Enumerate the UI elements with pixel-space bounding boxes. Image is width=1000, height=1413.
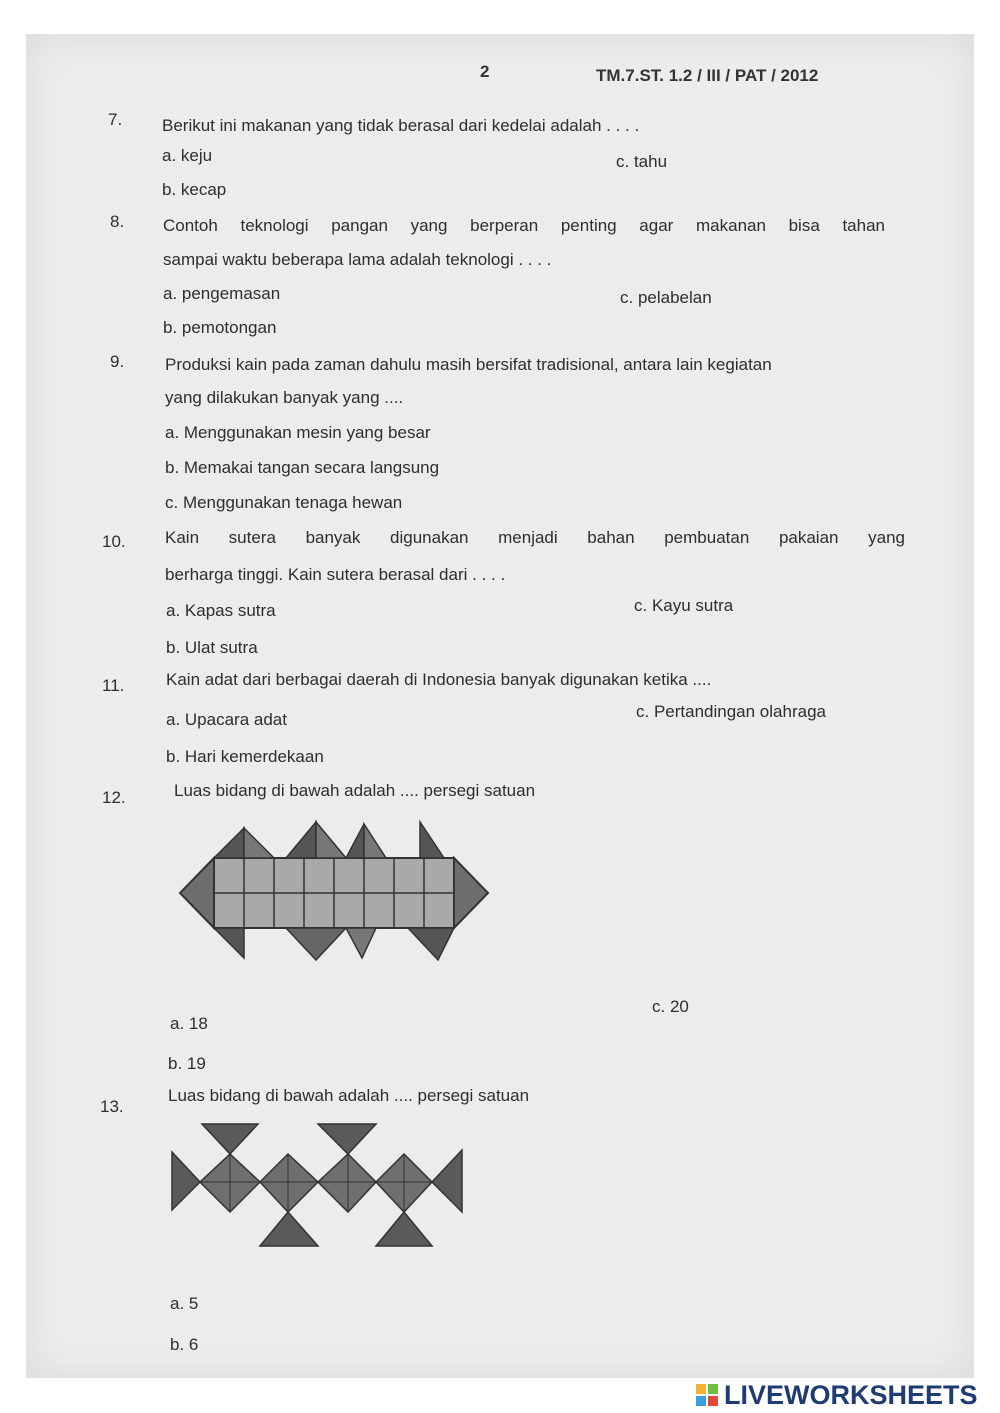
question-11-option-b[interactable]: b. Hari kemerdekaan — [166, 747, 324, 766]
question-8-option-b[interactable]: b. pemotongan — [163, 318, 277, 337]
question-7-option-c[interactable]: c. tahu — [616, 152, 668, 171]
question-12-option-a[interactable]: a. 18 — [170, 1014, 208, 1033]
question-13-option-a[interactable]: a. 5 — [170, 1294, 199, 1313]
question-9-line-2: yang dilakukan banyak yang .... — [165, 388, 404, 407]
question-7-option-b[interactable]: b. kecap — [162, 180, 227, 199]
question-11-number: 11. — [102, 676, 125, 695]
question-13-option-b[interactable]: b. 6 — [170, 1335, 199, 1354]
question-8-line-2: sampai waktu beberapa lama adalah teknologi . . . . — [163, 250, 552, 269]
question-9-option-b[interactable]: b. Memakai tangan secara langsung — [165, 458, 440, 477]
question-12-figure — [176, 818, 496, 968]
question-13-text: Luas bidang di bawah adalah .... persegi satuan — [168, 1086, 530, 1105]
question-9-option-a[interactable]: a. Menggunakan mesin yang besar — [165, 423, 431, 442]
question-10-option-c[interactable]: c. Kayu sutra — [634, 596, 734, 615]
question-10-line-1: Kain sutera banyak digunakan menjadi bahan pembuatan pakaian yang — [165, 528, 905, 547]
question-8-option-c[interactable]: c. pelabelan — [620, 288, 712, 307]
question-12-number: 12. — [102, 788, 126, 807]
question-10-option-b[interactable]: b. Ulat sutra — [166, 638, 258, 657]
liveworksheets-logo-icon — [696, 1384, 718, 1406]
liveworksheets-logo-text: LIVEWORKSHEETS — [724, 1379, 978, 1410]
question-13-figure — [170, 1120, 470, 1250]
liveworksheets-logo — [696, 1380, 978, 1410]
question-8-number: 8. — [110, 212, 125, 231]
question-12-option-c[interactable]: c. 20 — [652, 997, 689, 1016]
question-9-option-c[interactable]: c. Menggunakan tenaga hewan — [165, 493, 403, 512]
question-7-text: Berikut ini makanan yang tidak berasal dari kedelai adalah . . . . — [162, 116, 640, 135]
question-11-option-a[interactable]: a. Upacara adat — [166, 710, 287, 729]
document-code: TM.7.ST. 1.2 / III / PAT / 2012 — [596, 66, 819, 85]
question-10-number: 10. — [102, 532, 126, 551]
question-7-number: 7. — [108, 110, 123, 129]
question-12-option-b[interactable]: b. 19 — [168, 1054, 206, 1073]
page-number: 2 — [480, 62, 490, 81]
question-9-number: 9. — [110, 352, 125, 371]
question-13-number: 13. — [100, 1097, 124, 1116]
question-11-option-c[interactable]: c. Pertandingan olahraga — [636, 702, 826, 721]
question-12-text: Luas bidang di bawah adalah .... persegi satuan — [174, 781, 536, 800]
question-9-line-1: Produksi kain pada zaman dahulu masih bersifat tradisional, antara lain kegiatan — [165, 355, 772, 374]
question-10-option-a[interactable]: a. Kapas sutra — [166, 601, 276, 620]
question-10-line-2: berharga tinggi. Kain sutera berasal dari . . . . — [165, 565, 506, 584]
question-8-line-1: Contoh teknologi pangan yang berperan penting agar makanan bisa tahan — [163, 216, 885, 235]
question-11-text: Kain adat dari berbagai daerah di Indonesia banyak digunakan ketika .... — [166, 670, 712, 689]
question-7-option-a[interactable]: a. keju — [162, 146, 213, 165]
question-8-option-a[interactable]: a. pengemasan — [163, 284, 281, 303]
